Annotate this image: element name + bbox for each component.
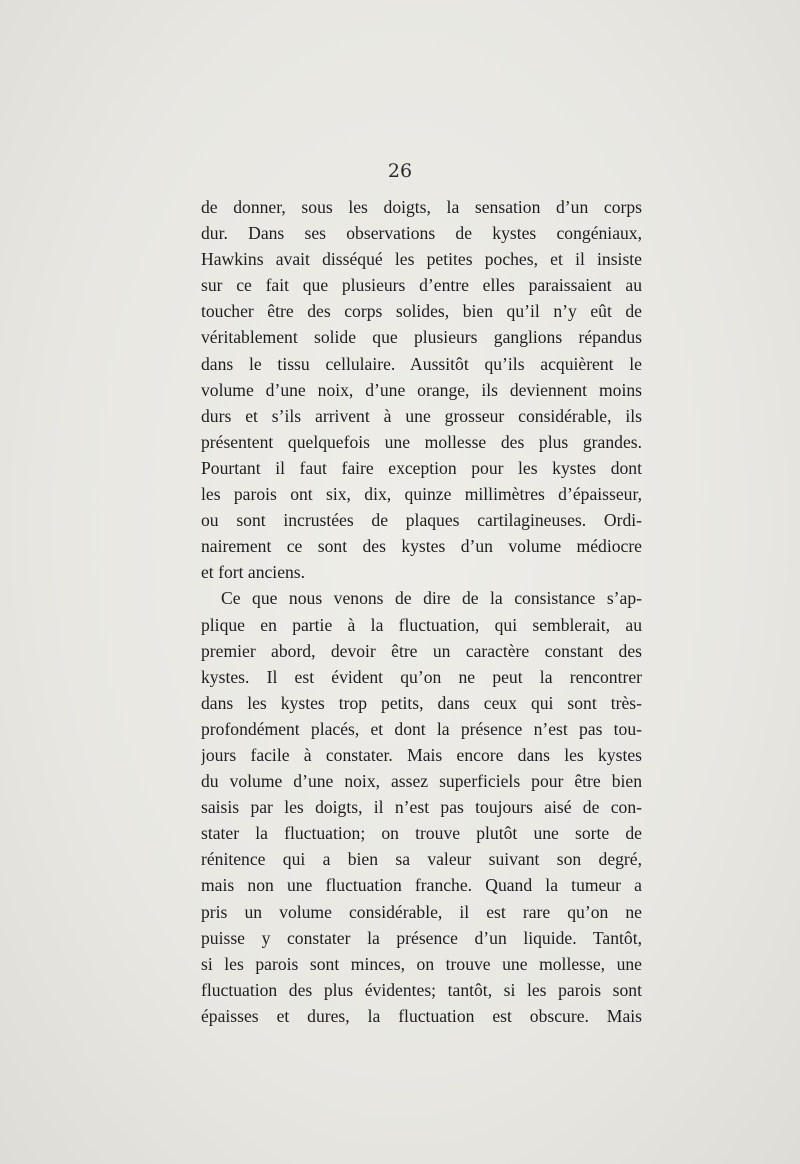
text-line: Pourtant il faut faire exception pour les kystes dont	[201, 457, 642, 478]
text-line: plique en partie à la fluctuation, qui semblerait, au	[201, 614, 642, 635]
text-line: Hawkins avait disséqué les petites poches, et il insiste	[201, 249, 642, 270]
text-line: et fort anciens.	[201, 562, 306, 583]
text-line: véritablement solide que plusieurs ganglions répandus	[201, 327, 642, 348]
text-line: les parois ont six, dix, quinze millimètres d’épaisseur,	[201, 484, 642, 505]
text-line: profondément placés, et dont la présence n’est pas tou-	[201, 718, 642, 739]
text-line: dur. Dans ses observations de kystes congéniaux,	[201, 223, 642, 244]
text-line: dans le tissu cellulaire. Aussitôt qu’ils acquièrent le	[201, 353, 642, 374]
text-line: pris un volume considérable, il est rare qu’on ne	[201, 901, 642, 922]
text-line: kystes. Il est évident qu’on ne peut la rencontrer	[201, 666, 642, 687]
page-number: 26	[387, 160, 413, 182]
text-line: toucher être des corps solides, bien qu’il n’y eût de	[201, 301, 642, 322]
text-line: Ce que nous venons de dire de la consistance s’ap-	[221, 588, 642, 609]
text-line: sur ce fait que plusieurs d’entre elles paraissaient au	[201, 275, 642, 296]
text-line: mais non une fluctuation franche. Quand la tumeur a	[201, 875, 642, 896]
text-line: fluctuation des plus évidentes; tantôt, si les parois sont	[201, 979, 642, 1000]
text-line: stater la fluctuation; on trouve plutôt une sorte de	[201, 823, 642, 844]
text-line: épaisses et dures, la fluctuation est obscure. Mais	[201, 1005, 642, 1026]
text-line: jours facile à constater. Mais encore dans les kystes	[201, 744, 642, 765]
body-text	[201, 194, 642, 1029]
text-line: de donner, sous les doigts, la sensation d’un corps	[201, 197, 642, 217]
text-line: puisse y constater la présence d’un liquide. Tantôt,	[201, 927, 642, 948]
text-line: dans les kystes trop petits, dans ceux qui sont très-	[201, 692, 642, 713]
text-line: durs et s’ils arrivent à une grosseur considérable, ils	[201, 405, 642, 426]
text-line: présentent quelquefois une mollesse des plus grandes.	[201, 431, 642, 452]
text-line: rénitence qui a bien sa valeur suivant son degré,	[201, 849, 642, 870]
text-line: si les parois sont minces, on trouve une mollesse, une	[201, 953, 642, 974]
text-line: nairement ce sont des kystes d’un volume médiocre	[201, 536, 642, 557]
text-line: volume d’une noix, d’une orange, ils deviennent moins	[201, 379, 642, 400]
text-line: du volume d’une noix, assez superficiels pour être bien	[201, 771, 642, 792]
text-line: premier abord, devoir être un caractère constant des	[201, 640, 642, 661]
text-line: ou sont incrustées de plaques cartilagineuses. Ordi-	[201, 510, 642, 531]
text-line: saisis par les doigts, il n’est pas toujours aisé de con-	[201, 797, 642, 818]
